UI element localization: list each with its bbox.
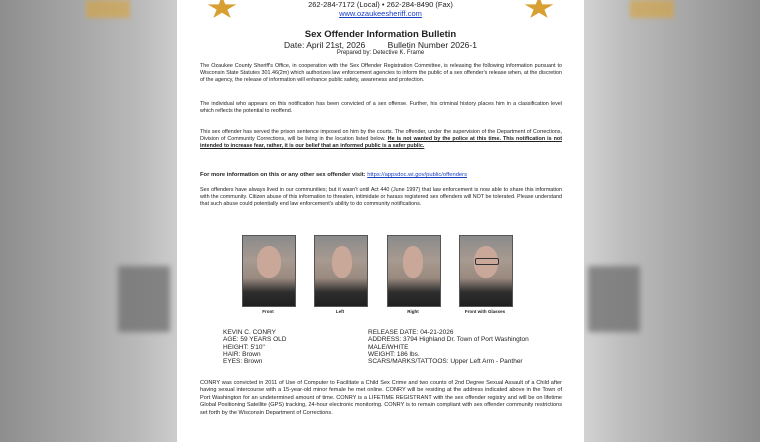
photo-left-face (332, 246, 352, 278)
contact-phones: 262-284-7172 (Local) • 262-284-8490 (Fax) (308, 0, 453, 9)
offender-eyes: EYES: Brown (223, 358, 263, 366)
paragraph-community: Sex offenders have always lived in our communities; but it wasn't until Act 440 (June 1997) that law enforcement is now able to share this information with the community. Citizen abuse of this information to threaten, intimidate or harass registered sex offenders will NOT be tolerated. Please understand that such abuse could potentially end law enforcement's ability to do community notifications. (200, 187, 562, 208)
offender-race-sex: MALE/WHITE (368, 343, 409, 351)
offender-details-right (368, 329, 529, 365)
photo-front-glasses (459, 235, 513, 307)
paragraph-intro: The Ozaukee County Sheriff's Office, in cooperation with the Sex Offender Registration Committee, is releasing the following information pursuant to Wisconsin State Statutes 301.46(2m) which authorizes law enforcement agencies to inform the public of a sex offender's release when, at the discretion of the agency, the release of information will enhance public safety, awareness and protection. (200, 63, 562, 84)
contact-block (177, 0, 584, 18)
offender-details-left (223, 329, 286, 365)
photo-front (242, 235, 296, 307)
photo-front-face (257, 246, 281, 278)
supervision-text: This sex offender has served the prison sentence imposed on him by the courts. The offender, under the supervision of the Department of Corrections, Division of Community Corrections, will be living in the location listed below. (200, 129, 562, 143)
caption-front-glasses: Front with Glasses (464, 309, 506, 314)
paragraph-supervision (200, 129, 562, 150)
bulletin-document (177, 0, 584, 442)
offender-hair: HAIR: Brown (223, 350, 261, 358)
offender-scars: SCARS/MARKS/TATTOOS: Upper Left Arm - Panther (368, 358, 523, 366)
bulletin-number: Bulletin Number 2026-1 (387, 40, 477, 50)
more-info-label: For more information on this or any other sex offender visit: (200, 172, 366, 178)
photo-left (314, 235, 368, 307)
offender-registry-link[interactable]: https://appsdoc.wi.gov/public/offenders (367, 172, 467, 178)
offender-weight: WEIGHT: 186 lbs. (368, 350, 420, 358)
website-link[interactable]: www.ozaukeesheriff.com (339, 9, 422, 18)
offender-address: ADDRESS: 3794 Highland Dr. Town of Port Washington (368, 336, 529, 344)
paragraph-conviction: The individual who appears on this notification has been convicted of a sex offense. Further, his criminal history places him in a classification level which reflects the potential to reoffend. (200, 101, 562, 115)
offender-name: KEVIN C. CONRY (223, 329, 276, 336)
paragraph-conviction-details: CONRY was convicted in 2011 of Use of Computer to Facilitate a Child Sex Crime and two counts of 2nd Degree Sexual Assault of a Child after having sexual intercourse with a 15-year-old minor female he met online. CONRY will be residing at the address indicated above in the Town of Port Washington for an undetermined amount of time. CONRY is a LIFETIME REGISTRANT with the sex offender registry and will be on lifetime Global Positioning Satellite (GPS) tracking, 24-hour electronic monitoring. CONRY is to remain compliant with sex offender community restrictions set forth by the Wisconsin Department of Corrections. (200, 380, 562, 416)
offender-release-date: RELEASE DATE: 04-21-2026 (368, 329, 454, 336)
photo-right-face (403, 246, 423, 278)
background-star-right (630, 0, 674, 18)
bulletin-dateline (177, 40, 584, 50)
offender-age: AGE: 59 YEARS OLD (223, 336, 287, 344)
glasses-icon (475, 258, 499, 265)
caption-right: Right (407, 309, 419, 314)
offender-height: HEIGHT: 5'10" (223, 343, 265, 351)
not-wanted-notice: He is not wanted by the police at this time. This notification is not intended to increase fear, rather, it is our belief that an informed public is a safer public. (200, 136, 562, 150)
prepared-by: Prepared by: Detective K. Frame (336, 50, 425, 56)
photo-right (387, 235, 441, 307)
bulletin-title: Sex Offender Information Bulletin (304, 29, 457, 40)
bulletin-date: Date: April 21st, 2026 (284, 40, 366, 50)
caption-front: Front (262, 309, 274, 314)
paragraph-more-info (200, 172, 562, 179)
background-photo-right (588, 266, 640, 332)
background-star-left (86, 0, 130, 18)
caption-left: Left (335, 309, 345, 314)
background-photo-left (118, 266, 170, 332)
